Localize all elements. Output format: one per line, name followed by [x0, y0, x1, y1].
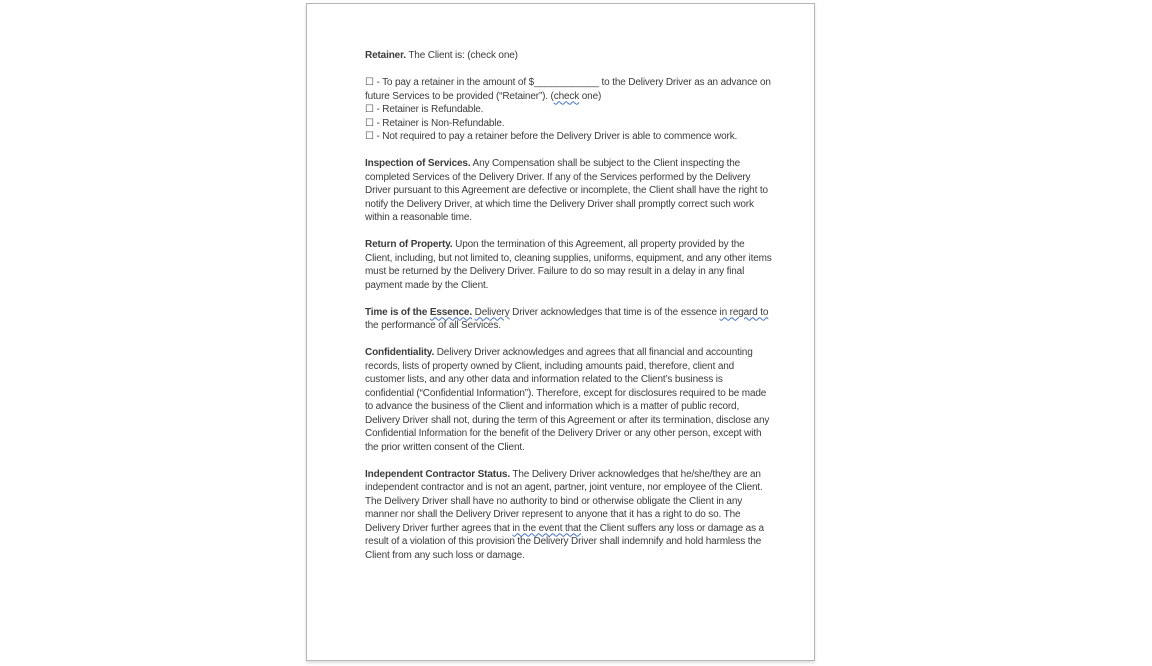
time-is-of-the-essence-paragraph	[365, 306, 772, 333]
text-run: Driver acknowledges that time is of the essence	[509, 306, 720, 318]
confidentiality-paragraph	[365, 346, 772, 454]
bold-text-run: Return of Property.	[365, 239, 453, 250]
spellcheck-flagged-text: in the event that	[512, 522, 582, 534]
text-run: the performance of all Services.	[365, 320, 501, 331]
text-line	[365, 49, 772, 63]
text-run: The Client is: (check one)	[405, 50, 518, 61]
text-line	[365, 238, 772, 292]
text-run: Upon the termination of this Agreement, all property provided by the Client, including, but not limited to, cleaning supplies, uniforms, equipment, and any other items must be returned by the Delivery Driver. Failure to do so may result in a delay in any final payment made by the Client.	[365, 239, 772, 291]
text-run: ☐ - Not required to pay a retainer before the Delivery Driver is able to commence work.	[365, 131, 738, 142]
text-run: Any Compensation shall be subject to the Client inspecting the completed Services of the Delivery Driver. If any of the Services performed by the Delivery Driver pursuant to this Agreement are defective or incomplete, the Client shall have the right to notify the Delivery Driver, at which time the Delivery Driver shall promptly correct such work within a reasonable time.	[365, 158, 768, 223]
text-run: ☐ - Retainer is Refundable.	[365, 104, 484, 115]
inspection-of-services-paragraph	[365, 157, 772, 225]
text-run: the Client suffers any loss or damage as a result of a violation of this provision the Delivery Driver shall indemnify and hold harmless the Client from any such loss or damage.	[365, 522, 764, 561]
text-run: ☐ - To pay a retainer in the amount of $____________ to the Delivery Driver as an advance on future Services to be provided (“Retainer”). (	[365, 77, 771, 102]
text-line	[365, 130, 772, 144]
spellcheck-flagged-text: Delivery	[474, 306, 510, 318]
text-run: The Delivery Driver acknowledges that he/she/they are an independent contractor and is not an agent, partner, joint venture, nor employee of the Client. The Delivery Driver shall have no authority to bind or otherwise obligate the Client in any manner nor shall the Delivery Driver represent to anyone that it has a right to do so. The Delivery Driver further agrees that	[365, 468, 763, 534]
text-line	[365, 103, 772, 117]
spellcheck-flagged-text: in regard to	[719, 306, 769, 318]
text-line	[365, 157, 772, 225]
bold-text-run: Time is of the	[365, 306, 430, 318]
text-line	[365, 76, 772, 103]
text-line	[365, 306, 772, 333]
return-of-property-paragraph	[365, 238, 772, 292]
text-run: one)	[579, 90, 602, 102]
text-run: ☐ - Retainer is Non-Refundable.	[365, 117, 505, 129]
bold-text-run: Retainer.	[365, 50, 406, 61]
retainer-heading-paragraph	[365, 49, 772, 63]
text-run: Delivery Driver acknowledges and agrees that all financial and accounting records, lists of property owned by Client, including amounts paid, therefore, client and customer lists, and any other data and information related to the Client’s business is confidential (“Confidential Information”). Therefore, except for disclosures required to be made to advance the business of the Client and information which is a matter of public record, Delivery Driver shall not, during the term of this Agreement or after its termination, disclose any Confidential Information for the benefit of the Delivery Driver or any other person, except with the prior written consent of the Client.	[365, 347, 770, 453]
text-line	[365, 346, 772, 454]
bold-text-run: Independent Contractor Status.	[365, 468, 510, 480]
document-content	[307, 4, 814, 562]
bold-text-run: Inspection of Services.	[365, 158, 471, 169]
spellcheck-flagged-text: Essence.	[429, 306, 472, 318]
text-line	[365, 468, 772, 563]
document-page[interactable]	[306, 3, 815, 661]
spellcheck-flagged-text: check	[553, 90, 580, 102]
independent-contractor-status-paragraph	[365, 468, 772, 563]
bold-text-run: Confidentiality.	[365, 347, 435, 358]
text-line	[365, 117, 772, 131]
retainer-checkbox-options	[365, 76, 772, 144]
